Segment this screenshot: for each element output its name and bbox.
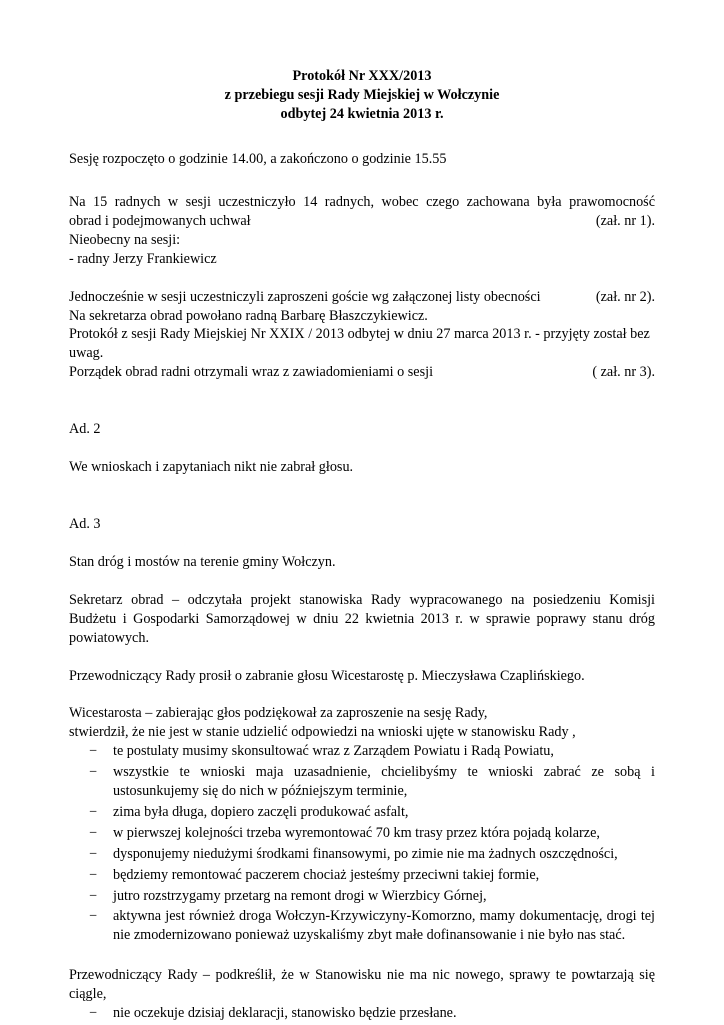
list-item: − aktywna jest również droga Wołczyn-Krzywiczyny-Komorzno, mamy dokumentację, drogi tej nie zmodernizowano ponieważ uzyskaliśmy zbyt małe dofinansowanie i nie było nas stać.	[89, 908, 655, 944]
list-item: − wszystkie te wnioski maja uzasadnienie, chcielibyśmy te wnioski zabrać ze sobą i ustosunkujemy się do nich w późniejszym terminie,	[89, 764, 655, 800]
ad3-heading: Ad. 3	[69, 515, 101, 532]
dash-bullet: −	[89, 824, 98, 841]
dash-bullet: −	[89, 764, 98, 781]
absent-person: - radny Jerzy Frankiewicz	[69, 250, 217, 267]
title-line-1: Protokół Nr XXX/2013	[292, 68, 432, 84]
attendance-line-2: obrad i podejmowanych uchwał	[69, 212, 251, 229]
title-line-3: odbytej 24 kwietnia 2013 r.	[280, 106, 444, 122]
agenda-row	[69, 363, 655, 382]
dash-bullet: −	[89, 1005, 98, 1022]
chairman-request-paragraph: Przewodniczący Rady prosił o zabranie głosu Wicestarostę p. Mieczysława Czaplińskiego.	[69, 667, 585, 684]
agenda-text: Porządek obrad radni otrzymali wraz z zawiadomieniami o sesji	[69, 364, 434, 381]
list-item: − nie oczekuje dzisiaj deklaracji, stanowisko będzie przesłane.	[89, 1005, 457, 1022]
document-title	[69, 67, 655, 124]
vice-intro-line-2: stwierdził, że nie jest w stanie udzielić odpowiedzi na wnioski ujęte w stanowisku Rady ,	[69, 724, 576, 741]
attachment-ref-3: ( zał. nr 3).	[592, 364, 655, 381]
attendance-line-2-row	[69, 212, 655, 231]
ad2-text: We wnioskach i zapytaniach nikt nie zabrał głosu.	[69, 459, 354, 476]
dash-bullet: −	[89, 908, 98, 925]
list-item: − dysponujemy niedużymi środkami finansowymi, po zimie nie ma żadnych oszczędności,	[89, 845, 618, 862]
dash-bullet: −	[89, 866, 98, 883]
dash-bullet: −	[89, 887, 98, 904]
attachment-ref-1: (zał. nr 1).	[595, 212, 655, 229]
attachment-ref-2: (zał. nr 2).	[595, 288, 655, 305]
title-line-2: z przebiegu sesji Rady Miejskiej w Wołczynie	[224, 87, 500, 103]
opening-paragraph: Sesję rozpoczęto o godzinie 14.00, a zakończono o godzinie 15.55	[69, 151, 447, 167]
vice-intro-line-1: Wicestarosta – zabierając głos podziękował za zaproszenie na sesję Rady,	[69, 705, 488, 722]
attendance-line-1: Na 15 radnych w sesji uczestniczyło 14 radnych, wobec czego zachowana była prawomocność	[69, 193, 655, 210]
guests-text: Jednocześnie w sesji uczestniczyli zaproszeni goście wg załączonej listy obecności	[69, 288, 541, 305]
list-item: − będziemy remontować paczerem chociaż jesteśmy przeciwni takiej formie,	[89, 866, 540, 883]
document-page	[69, 67, 655, 1025]
previous-protocol-paragraph: Protokół z sesji Rady Miejskiej Nr XXIX / 2013 odbytej w dniu 27 marca 2013 r. - przyjęty został bez uwag.	[69, 326, 650, 362]
dash-bullet: −	[89, 845, 98, 862]
list-item: − zima była długa, dopiero zaczęli produkować asfalt,	[89, 803, 409, 820]
chairman-stated-paragraph: Przewodniczący Rady – podkreślił, że w Stanowisku nie ma nic nowego, sprawy te powtarzają się ciągle,	[69, 967, 655, 1003]
secretary-paragraph: Na sekretarza obrad powołano radną Barbarę Błaszczykiewicz.	[69, 307, 428, 324]
list-item: − w pierwszej kolejności trzeba wyremontować 70 km trasy przez która pojadą kolarze,	[89, 824, 600, 841]
dash-bullet: −	[89, 803, 98, 820]
secretary-read-paragraph: Sekretarz obrad – odczytała projekt stanowiska Rady wypracowanego na posiedzeniu Komisji Budżetu i Gospodarki Samorządowej w dniu 22 kwietnia 2013 r. w sprawie poprawy stanu dróg powiatowych.	[69, 591, 655, 646]
vice-points-list	[69, 742, 655, 945]
ad2-heading: Ad. 2	[69, 421, 101, 438]
attendance-paragraph	[69, 193, 655, 212]
list-item: − te postulaty musimy skonsultować wraz z Zarządem Powiatu i Radą Powiatu,	[89, 743, 554, 760]
chairman-points-list	[69, 1004, 655, 1023]
guests-row	[69, 288, 655, 307]
ad3-topic: Stan dróg i mostów na terenie gminy Wołczyn.	[69, 553, 336, 570]
list-item: − jutro rozstrzygamy przetarg na remont drogi w Wierzbicy Górnej,	[89, 887, 487, 904]
absent-label: Nieobecny na sesji:	[69, 231, 181, 248]
dash-bullet: −	[89, 743, 98, 760]
